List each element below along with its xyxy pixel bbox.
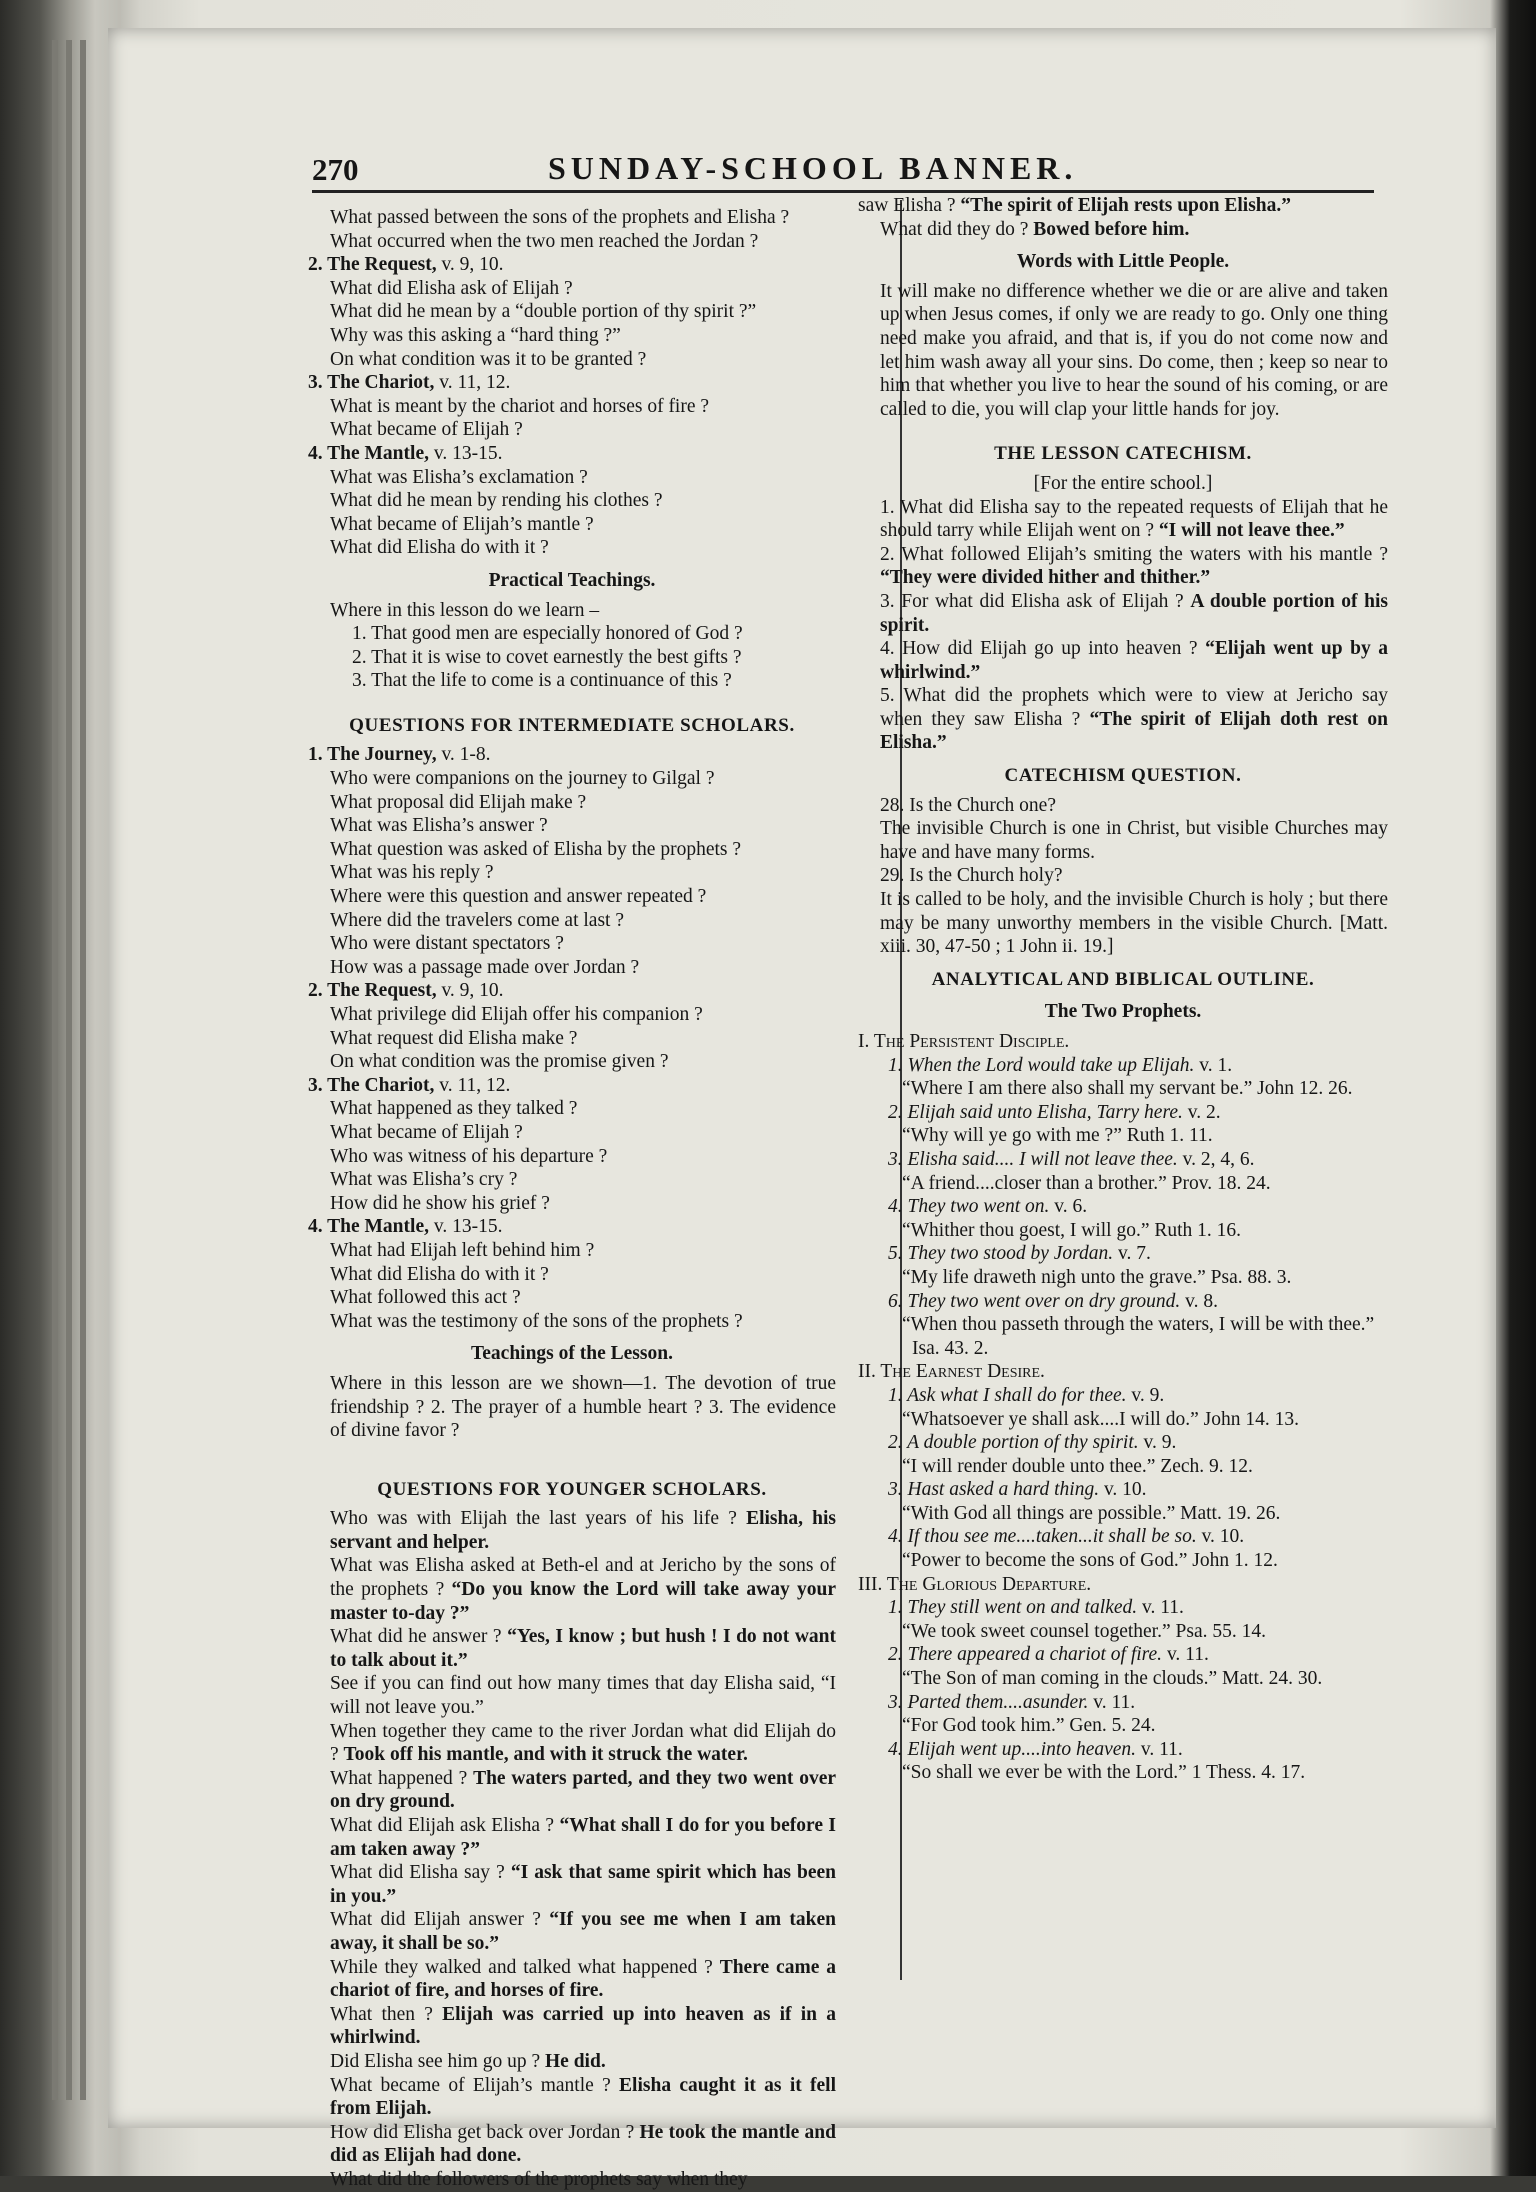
question: What privilege did Elijah offer his companion ? bbox=[330, 1004, 703, 1025]
outline-quote: “Whither thou goest, I will go.” Ruth 1. 16. bbox=[902, 1219, 1242, 1241]
qa-item bbox=[308, 2168, 836, 2192]
qa-item bbox=[308, 1956, 836, 2003]
qa-question: What did Elijah ask Elisha ? bbox=[330, 1815, 555, 1836]
catechism-answer: A double portion of his spirit. bbox=[880, 590, 1388, 636]
qa-item bbox=[308, 2050, 836, 2074]
teaching-item: 3. That the life to come is a continuance of this ? bbox=[352, 670, 732, 692]
outline-quote: “Why will ye go with me ?” Ruth 1. 11. bbox=[902, 1125, 1213, 1147]
qa-answer: Elisha caught it as it fell from Elijah. bbox=[330, 2074, 836, 2120]
outline-text: 5. They two stood by Jordan. bbox=[888, 1243, 1114, 1265]
outline-verse: v. 11. bbox=[1166, 1644, 1209, 1666]
qa-item bbox=[308, 1625, 836, 1672]
qa-answer: “I ask that same spirit which has been in you.” bbox=[330, 1862, 836, 1907]
page-edge bbox=[66, 40, 72, 2100]
qa-answer: Took off his mantle, and with it struck the water. bbox=[343, 1744, 748, 1766]
qa-answer: “If you see me when I am taken away, it shall be so.” bbox=[330, 1909, 836, 1954]
outline-verse: v. 11. bbox=[1140, 1738, 1183, 1760]
outline-item bbox=[858, 1596, 1388, 1620]
qa-item bbox=[308, 1814, 836, 1861]
outline-heading: ANALYTICAL AND BIBLICAL OUTLINE. bbox=[931, 968, 1315, 990]
outline-verse: v. 10. bbox=[1103, 1479, 1147, 1501]
catechism-a: It is called to be holy, and the invisible Church is holy ; but there may be many unworthy members in the visible Church. [Matt. xiii. 30, 47-50 ; 1 John ii. 19.] bbox=[880, 889, 1388, 958]
question: How did he show his grief ? bbox=[330, 1192, 550, 1214]
practical-teachings-heading: Practical Teachings. bbox=[488, 569, 656, 591]
qa-item bbox=[308, 1507, 836, 1554]
qa-item bbox=[308, 1720, 836, 1767]
younger-questions bbox=[308, 1507, 836, 2191]
qa-answer: “Yes, I know ; but hush ! I do not want to talk about it.” bbox=[330, 1626, 836, 1671]
qa-question: How did Elisha get back over Jordan ? bbox=[330, 2121, 635, 2143]
page-header bbox=[312, 146, 1374, 190]
outline-item bbox=[858, 1384, 1388, 1408]
outline-quote: “We took sweet counsel together.” Psa. 55. 14. bbox=[902, 1620, 1266, 1642]
catechism-question: 2. What followed Elijah’s smiting the waters with his mantle ? bbox=[880, 543, 1388, 565]
outline-item bbox=[858, 1290, 1388, 1314]
outline-item bbox=[858, 1691, 1388, 1715]
outline-verse: v. 11. bbox=[1093, 1691, 1136, 1713]
outline-item bbox=[858, 1643, 1388, 1667]
question: What followed this act ? bbox=[330, 1287, 521, 1309]
section-heading: 3. The Chariot, v. 11, 12. bbox=[308, 372, 511, 394]
catechism-question: 1. What did Elisha say to the repeated requests of Elijah that he should tarry while Elijah went on ? bbox=[880, 496, 1388, 542]
outline-subheading: The Two Prophets. bbox=[1044, 1001, 1202, 1023]
qa-item bbox=[308, 2121, 836, 2168]
qa-question: What then ? bbox=[330, 2003, 433, 2025]
outline-item bbox=[858, 1242, 1388, 1266]
qa-question: Who was with Elijah the last years of his life ? bbox=[330, 1508, 737, 1530]
question: What did he mean by a “double portion of thy spirit ?” bbox=[330, 301, 757, 323]
qa-answer: Elisha, his servant and helper. bbox=[330, 1508, 837, 1553]
outline-quote: “So shall we ever be with the Lord.” 1 Thess. 4. 17. bbox=[902, 1762, 1306, 1784]
question: What did he mean by rending his clothes ? bbox=[330, 490, 663, 512]
question: What was his reply ? bbox=[330, 862, 494, 884]
catechism-question: 5. What did the prophets which were to view at Jericho say when they saw Elisha ? bbox=[880, 685, 1388, 730]
question: What occurred when the two men reached the Jordan ? bbox=[330, 230, 759, 252]
qa-question: What did Elijah answer ? bbox=[330, 1909, 541, 1931]
question: What became of Elijah’s mantle ? bbox=[330, 513, 594, 535]
left-column bbox=[308, 206, 836, 2192]
catechism-item bbox=[858, 590, 1388, 637]
question: What did Elisha do with it ? bbox=[330, 537, 549, 559]
outline-text: 6. They two went over on dry ground. bbox=[888, 1290, 1181, 1312]
outline-verse: v. 2, 4, 6. bbox=[1182, 1148, 1255, 1170]
qa-item bbox=[308, 1767, 836, 1814]
catechism-q: 28. Is the Church one? bbox=[880, 794, 1056, 816]
outline-item bbox=[858, 1431, 1388, 1455]
question: What was Elisha’s answer ? bbox=[330, 815, 548, 837]
catechism-question: 3. For what did Elisha ask of Elijah ? bbox=[880, 590, 1184, 612]
section-heading: 1. The Journey, v. 1-8. bbox=[308, 744, 491, 766]
outline-verse: v. 7. bbox=[1118, 1243, 1151, 1265]
outline-item bbox=[858, 1054, 1388, 1078]
question: saw Elisha ? “The spirit of Elijah rests upon Elisha.” bbox=[858, 195, 1292, 216]
question: What is meant by the chariot and horses of fire ? bbox=[330, 395, 710, 417]
outline-text: 2. There appeared a chariot of fire. bbox=[888, 1644, 1163, 1666]
outline-verse: v. 9. bbox=[1143, 1432, 1177, 1454]
outline-quote: “The Son of man coming in the clouds.” Matt. 24. 30. bbox=[902, 1668, 1323, 1690]
question: Who were distant spectators ? bbox=[330, 933, 564, 955]
question: What was the testimony of the sons of the prophets ? bbox=[330, 1310, 743, 1332]
outline-item bbox=[858, 1101, 1388, 1125]
qa-answer: He took the mantle and did as Elijah had done. bbox=[330, 2121, 836, 2167]
outline-verse: v. 10. bbox=[1201, 1526, 1245, 1548]
outline-quote: “A friend....closer than a brother.” Prov. 18. 24. bbox=[902, 1172, 1271, 1194]
section-heading: 2. The Request, v. 9, 10. bbox=[308, 254, 504, 276]
outline-item bbox=[858, 1525, 1388, 1549]
section-heading: 3. The Chariot, v. 11, 12. bbox=[308, 1074, 511, 1096]
outline-quote: “I will render double unto thee.” Zech. 9. 12. bbox=[902, 1455, 1253, 1477]
qa-question: What became of Elijah’s mantle ? bbox=[330, 2074, 611, 2096]
outline-verse: v. 6. bbox=[1054, 1196, 1088, 1218]
outline-verse: v. 8. bbox=[1185, 1290, 1219, 1312]
qa-answer: “Do you know the Lord will take away your master to-day ?” bbox=[330, 1579, 836, 1624]
qa-answer: Elijah was carried up into heaven as if in a whirlwind. bbox=[330, 2003, 836, 2049]
outline-text: 2. Elijah said unto Elisha, Tarry here. bbox=[888, 1101, 1183, 1123]
outline-verse: v. 1. bbox=[1199, 1054, 1233, 1076]
section-heading: 4. The Mantle, v. 13-15. bbox=[308, 442, 503, 464]
section-heading: 2. The Request, v. 9, 10. bbox=[308, 980, 504, 1002]
running-title: SUNDAY-SCHOOL BANNER. bbox=[548, 150, 1078, 186]
qa-question: See if you can find out how many times that day Elisha said, “I will not leave you.” bbox=[330, 1673, 836, 1719]
question: What request did Elisha make ? bbox=[330, 1027, 578, 1049]
outline-text: 3. Parted them....asunder. bbox=[888, 1691, 1089, 1713]
page-number: 270 bbox=[312, 152, 359, 187]
question: Why was this asking a “hard thing ?” bbox=[330, 324, 621, 346]
question: What had Elijah left behind him ? bbox=[330, 1239, 595, 1261]
outline-text: 1. They still went on and talked. bbox=[888, 1597, 1138, 1619]
outline-quote: “Where I am there also shall my servant be.” John 12. 26. bbox=[902, 1078, 1353, 1100]
question: What passed between the sons of the prophets and Elisha ? bbox=[330, 207, 790, 228]
qa-question: What was Elisha asked at Beth-el and at Jericho by the sons of the prophets ? bbox=[330, 1555, 836, 1601]
catechism-q: 29. Is the Church holy? bbox=[880, 865, 1063, 887]
question: What proposal did Elijah make ? bbox=[330, 791, 587, 813]
catechism-answer: “The spirit of Elijah doth rest on Elisha.” bbox=[880, 708, 1388, 754]
catechism-subheading: [For the entire school.] bbox=[1033, 472, 1213, 494]
outline-quote: “For God took him.” Gen. 5. 24. bbox=[902, 1715, 1156, 1737]
question: Who were companions on the journey to Gilgal ? bbox=[330, 768, 715, 790]
teaching-intro: Where in this lesson do we learn – bbox=[330, 599, 600, 621]
outline-item bbox=[858, 1148, 1388, 1172]
outline-verse: v. 9. bbox=[1131, 1384, 1165, 1406]
catechism-item bbox=[858, 637, 1388, 684]
catechism-item bbox=[858, 684, 1388, 755]
right-column bbox=[858, 194, 1388, 1785]
question: What was Elisha’s cry ? bbox=[330, 1169, 518, 1191]
question: What did Elisha do with it ? bbox=[330, 1263, 549, 1285]
outline-text: 1. When the Lord would take up Elijah. bbox=[888, 1054, 1195, 1076]
qa-answer: He did. bbox=[545, 2050, 606, 2072]
qa-question: When together they came to the river Jordan what did Elijah do ? bbox=[330, 1720, 836, 1766]
header-rule bbox=[312, 190, 1374, 193]
question: What became of Elijah ? bbox=[330, 419, 523, 441]
words-text: It will make no difference whether we die or are alive and taken up when Jesus comes, if only we are ready to go. Only one thing need make you afraid, and that is, if you do not come now and let him wash away all your sins. Do come, then ; keep so near to him that whether you live to hear the sound of his coming, or are called to die, you will clap your little hands for joy. bbox=[880, 280, 1388, 420]
words-heading: Words with Little People. bbox=[1016, 251, 1230, 273]
intermediate-heading: QUESTIONS FOR INTERMEDIATE SCHOLARS. bbox=[349, 714, 795, 736]
teaching-item: 1. That good men are especially honored of God ? bbox=[352, 623, 743, 645]
outline-item bbox=[858, 1478, 1388, 1502]
catechism-question: 4. How did Elijah go up into heaven ? bbox=[880, 638, 1198, 660]
outline-list bbox=[858, 1384, 1388, 1573]
question: What became of Elijah ? bbox=[330, 1121, 523, 1143]
qa-item bbox=[308, 2003, 836, 2050]
outline-item bbox=[858, 1195, 1388, 1219]
question: How was a passage made over Jordan ? bbox=[330, 956, 640, 978]
qa-item bbox=[308, 1908, 836, 1955]
page-edge bbox=[80, 40, 86, 2100]
question: On what condition was it to be granted ? bbox=[330, 348, 647, 370]
question: Where were this question and answer repeated ? bbox=[330, 886, 707, 908]
catechism-heading: THE LESSON CATECHISM. bbox=[994, 443, 1252, 465]
outline-part: II. The Earnest Desire. bbox=[858, 1361, 1045, 1383]
qa-item bbox=[308, 1672, 836, 1719]
qa-question: While they walked and talked what happened ? bbox=[330, 1956, 713, 1978]
catechism-item bbox=[858, 543, 1388, 590]
outline-verse: v. 11. bbox=[1142, 1597, 1184, 1619]
qa-answer: “What shall I do for you before I am taken away ?” bbox=[330, 1815, 836, 1860]
qa-item bbox=[308, 2074, 836, 2121]
outline-quote: “Whatsoever ye shall ask....I will do.” John 14. 13. bbox=[902, 1408, 1299, 1430]
teachings-heading: Teachings of the Lesson. bbox=[471, 1343, 673, 1365]
question: Where did the travelers come at last ? bbox=[330, 909, 624, 931]
outline-text: 3. Elisha said.... I will not leave thee. bbox=[888, 1148, 1178, 1170]
question: What happened as they talked ? bbox=[330, 1098, 578, 1120]
younger-heading: QUESTIONS FOR YOUNGER SCHOLARS. bbox=[377, 1478, 767, 1500]
question: What did Elisha ask of Elijah ? bbox=[330, 277, 573, 299]
qa-question: What did he answer ? bbox=[330, 1626, 502, 1648]
teachings-text: Where in this lesson are we shown—1. The devotion of true friendship ? 2. The prayer of a humble heart ? 3. The evidence of divine favor ? bbox=[330, 1372, 836, 1442]
question: What was Elisha’s exclamation ? bbox=[330, 466, 588, 488]
question: What did they do ? Bowed before him. bbox=[880, 218, 1190, 240]
outline-text: 4. They two went on. bbox=[888, 1196, 1050, 1218]
question: Who was witness of his departure ? bbox=[330, 1145, 608, 1167]
catechism-list bbox=[858, 496, 1388, 756]
outline-text: 1. Ask what I shall do for thee. bbox=[888, 1384, 1127, 1406]
outline-text: 2. A double portion of thy spirit. bbox=[888, 1432, 1139, 1454]
qa-answer: There came a chariot of fire, and horses of fire. bbox=[330, 1956, 836, 2002]
catechism-item bbox=[858, 496, 1388, 543]
section-heading: 4. The Mantle, v. 13-15. bbox=[308, 1216, 503, 1238]
question: On what condition was the promise given ? bbox=[330, 1051, 669, 1073]
catechism-a: The invisible Church is one in Christ, but visible Churches may have and have many forms. bbox=[880, 818, 1388, 863]
teaching-item: 2. That it is wise to covet earnestly the best gifts ? bbox=[352, 646, 742, 668]
outline-part: I. The Persistent Disciple. bbox=[858, 1031, 1070, 1052]
qa-answer: The waters parted, and they two went over on dry ground. bbox=[330, 1767, 837, 1813]
outline-text: 3. Hast asked a hard thing. bbox=[888, 1479, 1100, 1501]
outline-quote: “My life draweth nigh unto the grave.” Psa. 88. 3. bbox=[902, 1266, 1292, 1288]
qa-question: What happened ? bbox=[330, 1767, 468, 1789]
qa-question: Did Elisha see him go up ? bbox=[330, 2050, 541, 2072]
catechism-answer: “I will not leave thee.” bbox=[1158, 520, 1345, 542]
qa-question: What did Elisha say ? bbox=[330, 1862, 505, 1884]
outline-text: 4. Elijah went up....into heaven. bbox=[888, 1738, 1137, 1760]
qa-item bbox=[308, 1554, 836, 1625]
outline-item bbox=[858, 1738, 1388, 1762]
catechism-answer: “Elijah went up by a whirlwind.” bbox=[880, 638, 1389, 683]
outline-verse: v. 2. bbox=[1187, 1101, 1221, 1123]
outline-quote: “Power to become the sons of God.” John 1. 12. bbox=[902, 1550, 1278, 1572]
catechism-answer: “They were divided hither and thither.” bbox=[880, 567, 1211, 589]
outline-text: 4. If thou see me....taken...it shall be so. bbox=[888, 1526, 1197, 1548]
qa-question: What did the followers of the prophets say when they bbox=[330, 2168, 748, 2190]
outline-quote: “With God all things are possible.” Matt. 19. 26. bbox=[902, 1502, 1281, 1524]
page-edge bbox=[52, 40, 58, 2100]
catechism-question-heading: CATECHISM QUESTION. bbox=[1004, 765, 1242, 787]
qa-item bbox=[308, 1861, 836, 1908]
outline-list bbox=[858, 1054, 1388, 1361]
outline-part: III. The Glorious Departure. bbox=[858, 1573, 1092, 1595]
outline-list bbox=[858, 1596, 1388, 1785]
question: What question was asked of Elisha by the prophets ? bbox=[330, 838, 742, 860]
outline-quote: “When thou passeth through the waters, I will be with thee.” Isa. 43. 2. bbox=[902, 1314, 1375, 1359]
